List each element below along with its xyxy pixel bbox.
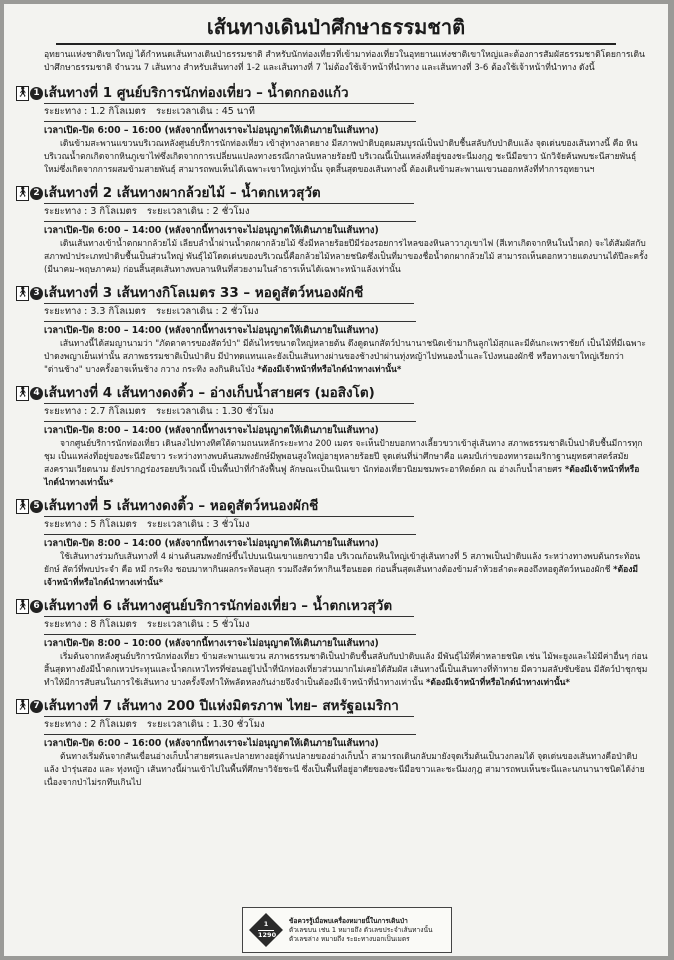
route-block <box>16 696 656 790</box>
route-distance: ระยะทาง : 3 กิโลเมตร <box>44 206 137 217</box>
route-distance: ระยะทาง : 2.7 กิโลเมตร <box>44 406 146 417</box>
route-badge <box>16 86 44 101</box>
route-block <box>16 496 656 590</box>
route-block <box>16 283 656 377</box>
hiker-icon: 🚶︎ <box>16 599 29 614</box>
route-block <box>16 183 656 277</box>
route-badge <box>16 186 44 201</box>
route-description <box>44 238 650 277</box>
route-description-text: ใช้เส้นทางร่วมกับเส้นทางที่ 4 ผ่านต้นสมพงยักษ์ขึ้นไปบนเนินเขาแยกขวามือ บริเวณก้อนหินใหญ่เข้าสู่เส้นทางที่ 5 สภาพเป็นป่าดิบแล้ง ระหว่างทางพบต้นกระท้อนยักษ์ สัตว์ที่พบประจำ คือ หมี กระทิง ชอบมาหากินผลกระท้อนสุก รวมถึงสัตว์หากินเรือนยอด ก่อนสิ้นสุดเส้นทางต้องข้ามลำห้วยลำตะคองถึงหอดูสัตว์หนองผักชี <box>44 552 641 575</box>
route-hours: เวลาเปิด-ปิด 8:00 – 14:00 (หลังจากนี้ทางเราจะไม่อนุญาตให้เดินภายในเส้นทาง) <box>44 321 416 338</box>
route-description-text: ต้นทางเริ่มต้นจากสันเขื่อนอ่างเก็บน้ำสายศรและปลายทางอยู่ด้านปลายของอ่างเก็บน้ำ สามารถเดินกลับมายังจุดเริ่มต้นเป็นวงกลมได้ จุดเด่นของเส้นทางคือป่าดิบแล้ง ป่ารุ่นสอง และ ทุ่งหญ้า เส้นทางนี้ผ่านเข้าไปในพื้นที่ศึกษาวิจัยชะนี ซึ่งเป็นพื้นที่อยู่อาศัยของชะนีมือขาวและชะนีมงกุฎ สามารถพบเห็นชะนีและนกนานาชนิดได้ง่ายเนื่องจากป่าไม่รกทึบเกินไป <box>44 752 645 788</box>
route-distance-time <box>44 203 414 219</box>
route-distance: ระยะทาง : 8 กิโลเมตร <box>44 619 137 630</box>
route-badge <box>16 499 44 514</box>
route-distance: ระยะทาง : 3.3 กิโลเมตร <box>44 306 146 317</box>
route-badge <box>16 386 44 401</box>
route-heading <box>16 83 656 103</box>
route-hours: เวลาเปิด-ปิด 6:00 – 16:00 (หลังจากนี้ทางเราจะไม่อนุญาตให้เดินภายในเส้นทาง) <box>44 734 416 751</box>
route-badge <box>16 599 44 614</box>
route-distance: ระยะทาง : 2 กิโลเมตร <box>44 719 137 730</box>
route-block <box>16 383 656 490</box>
route-description-text: เดินข้ามสะพานแขวนบริเวณหลังศูนย์บริการนักท่องเที่ยว เข้าสู่ทางลาดยาง มีสภาพป่าดิบอุดมสมบูรณ์เป็นป่าดิบชื้นสลับกับป่าดิบแล้ง จุดเด่นของเส้นทางนี้ คือ หินบริเวณน้ำตกเกิดจากหินภูเขาไฟซึ่งเกิดจากการเปลี่ยนแปลงทางธรณีกาลนับหลายร้อยปี บริเวณนี้เป็นแหล่งที่อยู่ของชะนีมงกุฎ ชะนีมือขาว นักวิจัยค้นพบชะนีสายพันธุ์ใหม่ซึ่งเกิดจากการผสมข้ามสายพันธุ์ สามารถพบเห็นได้เฉพาะเขาใหญ่เท่านั้น จุดสิ้นสุดของเส้นทางนี้ ต้องเดินข้ามสะพานแขวนออกหลังที่ทำการอุทยานฯ <box>44 139 638 175</box>
route-distance: ระยะทาง : 5 กิโลเมตร <box>44 519 137 530</box>
route-hours: เวลาเปิด-ปิด 8:00 – 10:00 (หลังจากนี้ทางเราจะไม่อนุญาตให้เดินภายในเส้นทาง) <box>44 634 416 651</box>
hiker-icon: 🚶︎ <box>16 386 29 401</box>
route-description <box>44 138 650 177</box>
route-description-text: จากศูนย์บริการนักท่องเที่ยว เดินลงไปทางทิศใต้ตามถนนหลักระยะทาง 200 เมตร จะเห็นป้ายบอกทางเลี้ยวขวาเข้าสู่เส้นทาง สภาพธรรมชาติเป็นป่าดิบชื้นมีการทุกชุม เป็นแหล่งที่อยู่ของชะนีมือขาว ระหว่างทางพบต้นสมพงยักษ์มีพูพอนสูงใหญ่อายุหลายร้อยปี จุดเด่นที่น่าศึกษาคือ แคมป์เก่าของทหารอเมริกาฐานยุทธศาสตร์สมัยสงครามเวียดนาม ยังปรากฏร่องรอยบริเวณนี้ เป็นพื้นป่าที่กำลังฟื้นฟู ลักษณะเป็นเนินเขา นักท่องเที่ยวนิยมชมพระอาทิตย์ตก ณ อ่างเก็บน้ำสายศร <box>44 439 643 475</box>
trail-marker-icon <box>249 913 283 947</box>
route-hours: เวลาเปิด-ปิด 6:00 – 14:00 (หลังจากนี้ทางเราจะไม่อนุญาตให้เดินภายในเส้นทาง) <box>44 221 416 238</box>
route-distance-time <box>44 616 414 632</box>
route-hours: เวลาเปิด-ปิด 8:00 – 14:00 (หลังจากนี้ทางเราจะไม่อนุญาตให้เดินภายในเส้นทาง) <box>44 421 416 438</box>
number-circle-icon: 2 <box>30 187 43 200</box>
number-circle-icon: 4 <box>30 387 43 400</box>
route-distance-time <box>44 103 414 119</box>
route-duration: ระยะเวลาเดิน : 5 ชั่วโมง <box>146 619 250 630</box>
route-duration: ระยะเวลาเดิน : 1.30 ชั่วโมง <box>155 406 274 417</box>
intro-paragraph: อุทยานแห่งชาติเขาใหญ่ ได้กำหนดเส้นทางเดินป่าธรรมชาติ สำหรับนักท่องเที่ยวที่เข้ามาท่องเที่ยวในอุทยานแห่งชาติเขาใหญ่และต้องการสัมผัสธรรมชาติโดยการเดินป่าศึกษาธรรมชาติ จำนวน 7 เส้นทาง สำหรับเส้นทางที่ 1-2 และเส้นทางที่ 7 ไม่ต้องใช้เจ้าหน้าที่นำทาง และเส้นทางที่ 3-6 ต้องใช้เจ้าหน้าที่นำทาง ดังนี้ <box>44 50 645 73</box>
marker-route-number: 1 <box>263 920 269 928</box>
title-divider <box>56 43 616 45</box>
number-circle-icon: 1 <box>30 87 43 100</box>
route-guide-note: *ต้องมีเจ้าหน้าที่หรือไกด์นำทางเท่านั้น* <box>425 678 570 688</box>
route-distance: ระยะทาง : 1.2 กิโลเมตร <box>44 106 146 117</box>
route-heading <box>16 496 656 516</box>
marker-legend <box>242 907 452 953</box>
route-description-text: เดินเส้นทางเข้าน้ำตกผากล้วยไม้ เลียบลำน้ำผ่านน้ำตกผากล้วยไม้ ซึ่งมีหลายร้อยปีมีร่องรอยการไหลของหินลาวาภูเขาไฟ (สีเทาเกิดจากหินในน้ำตก) จะได้สัมผัสกับสภาพป่าประเภทป่าดิบชื้นเป็นส่วนใหญ่ พันธุ์ไม้โดดเด่นของบริเวณนี้คือกล้วยไม้หลายชนิดซึ่งเป็นที่มาของชื่อน้ำตกผากล้วยไม้ สามารถเห็นดอกหวายแดงบานได้ปีละครั้ง (มีนาคม–พฤษภาคม) ก่อนสิ้นสุดเส้นทางพบลานหินที่สวยงามในลำธารเห็นได้เฉพาะหน้าแล้งเท่านั้น <box>44 239 648 275</box>
route-description <box>44 651 650 690</box>
route-name: เส้นทางที่ 2 เส้นทางผากล้วยไม้ – น้ำตกเหวสุวัต <box>44 185 321 201</box>
route-distance-time <box>44 516 414 532</box>
route-guide-note: *ต้องมีเจ้าหน้าที่หรือไกด์นำทางเท่านั้น* <box>257 365 402 375</box>
route-heading <box>16 696 656 716</box>
route-description <box>44 751 650 790</box>
number-circle-icon: 5 <box>30 500 43 513</box>
hiker-icon: 🚶︎ <box>16 699 29 714</box>
route-name: เส้นทางที่ 7 เส้นทาง 200 ปีแห่งมิตรภาพ ไทย– สหรัฐอเมริกา <box>44 698 399 714</box>
marker-distance: 1290 <box>258 931 277 939</box>
hiker-icon: 🚶︎ <box>16 86 29 101</box>
route-distance-time <box>44 403 414 419</box>
route-guide-note: *ต้องมีเจ้าหน้าที่หรือไกด์นำทางเท่านั้น* <box>44 465 640 488</box>
number-circle-icon: 3 <box>30 287 43 300</box>
legend-line-bottom: ตัวเลขล่าง หมายถึง ระยะทางบอกเป็นเมตร <box>289 934 410 943</box>
route-duration: ระยะเวลาเดิน : 1.30 ชั่วโมง <box>146 719 265 730</box>
route-description <box>44 551 650 590</box>
hiker-icon: 🚶︎ <box>16 499 29 514</box>
route-list <box>16 83 656 790</box>
route-duration: ระยะเวลาเดิน : 45 นาที <box>155 106 255 117</box>
route-badge <box>16 286 44 301</box>
route-description <box>44 438 650 490</box>
route-name: เส้นทางที่ 3 เส้นทางกิโลเมตร 33 – หอดูสัตว์หนองผักชี <box>44 285 364 301</box>
route-duration: ระยะเวลาเดิน : 3 ชั่วโมง <box>146 519 250 530</box>
route-hours: เวลาเปิด-ปิด 8:00 – 14:00 (หลังจากนี้ทางเราจะไม่อนุญาตให้เดินภายในเส้นทาง) <box>44 534 416 551</box>
route-block <box>16 596 656 690</box>
route-description-text: เริ่มต้นจากหลังศูนย์บริการนักท่องเที่ยว ข้ามสะพานแขวน สภาพธรรมชาติเป็นป่าดิบชื้นสลับกับป่าดิบแล้ง มีพันธุ์ไม้ที่ค่าหลายชนิด เช่น ไม้พะยูงและไม้มีค่าอื่นๆ ก่อนสิ้นสุดทางยังมีน้ำตกเหวประทุนและน้ำตกเหวไทรที่ซ่อนอยู่ไปน้ำที่นักท่องเที่ยวส่วนมากไม่เคยได้สัมผัส เส้นทางนี้เป็นเส้นทางที่ท้าทาย มีความสลับซับซ้อน มีสัตว์ป่าชุกชุม ทำให้มีการสับสนในการใช้เส้นทาง บางครั้งจึงทำให้พลัดหลงกันง่ายจึงจำเป็นต้องมีเจ้าหน้าที่นำทางเท่านั้น <box>44 652 648 688</box>
route-duration: ระยะเวลาเดิน : 2 ชั่วโมง <box>155 306 259 317</box>
legend-text <box>289 917 432 944</box>
route-badge <box>16 699 44 714</box>
hiker-icon: 🚶︎ <box>16 186 29 201</box>
route-guide-note: *ต้องมีเจ้าหน้าที่หรือไกด์นำทางเท่านั้น* <box>44 565 638 588</box>
route-description-text: เส้นทางนี้ได้สมญานามว่า "ภัตตาคารของสัตว์ป่า" มีต้นไทรขนาดใหญ่หลายต้น ดึงดูดนกสัตว์ป่านานาชนิดเข้ามากินลูกไม้สุกและมีต้นกะเพราชัยก์ เป็นไม้ที่มีเฉพาะป่าดงพญาเย็นเท่านั้น สภาพธรรมชาติเป็นป่าดิบ มีป่าทดแทนและยังเป็นเส้นทางผ่านของช้างป่าผ่านทุ่งหญ้าไปหนองน้ำและโป่งหนองผักชี หรือทางเขาใหญ่เรียกว่า "ด่านช้าง" บางครั้งอาจเห็นช้าง กวาง กระทิง ลงกินดินโป่ง <box>44 339 646 375</box>
legend-line-top: ตัวเลขบน เช่น 1 หมายถึง ตัวเลขประจำเส้นทางนั้น <box>289 925 433 934</box>
route-heading <box>16 283 656 303</box>
page-title: เส้นทางเดินป่าศึกษาธรรมชาติ <box>206 15 466 39</box>
route-name: เส้นทางที่ 4 เส้นทางดงติ้ว – อ่างเก็บน้ำสายศร (มอสิงโต) <box>44 385 375 401</box>
route-duration: ระยะเวลาเดิน : 2 ชั่วโมง <box>146 206 250 217</box>
route-name: เส้นทางที่ 1 ศูนย์บริการนักท่องเที่ยว – น้ำตกกองแก้ว <box>44 85 349 101</box>
legend-title: ข้อควรรู้เมื่อพบเครื่องหมายนี้ในการเดินป่า <box>289 916 408 925</box>
route-distance-time <box>44 716 414 732</box>
route-hours: เวลาเปิด-ปิด 6:00 – 16:00 (หลังจากนี้ทางเราจะไม่อนุญาตให้เดินภายในเส้นทาง) <box>44 121 416 138</box>
route-heading <box>16 596 656 616</box>
route-name: เส้นทางที่ 5 เส้นทางดงติ้ว – หอดูสัตว์หนองผักชี <box>44 498 319 514</box>
number-circle-icon: 7 <box>30 700 43 713</box>
route-name: เส้นทางที่ 6 เส้นทางศูนย์บริการนักท่องเที่ยว – น้ำตกเหวสุวัต <box>44 598 393 614</box>
number-circle-icon: 6 <box>30 600 43 613</box>
trail-sheet <box>4 4 668 956</box>
route-heading <box>16 183 656 203</box>
hiker-icon: 🚶︎ <box>16 286 29 301</box>
route-heading <box>16 383 656 403</box>
route-distance-time <box>44 303 414 319</box>
route-block <box>16 83 656 177</box>
route-description <box>44 338 650 377</box>
